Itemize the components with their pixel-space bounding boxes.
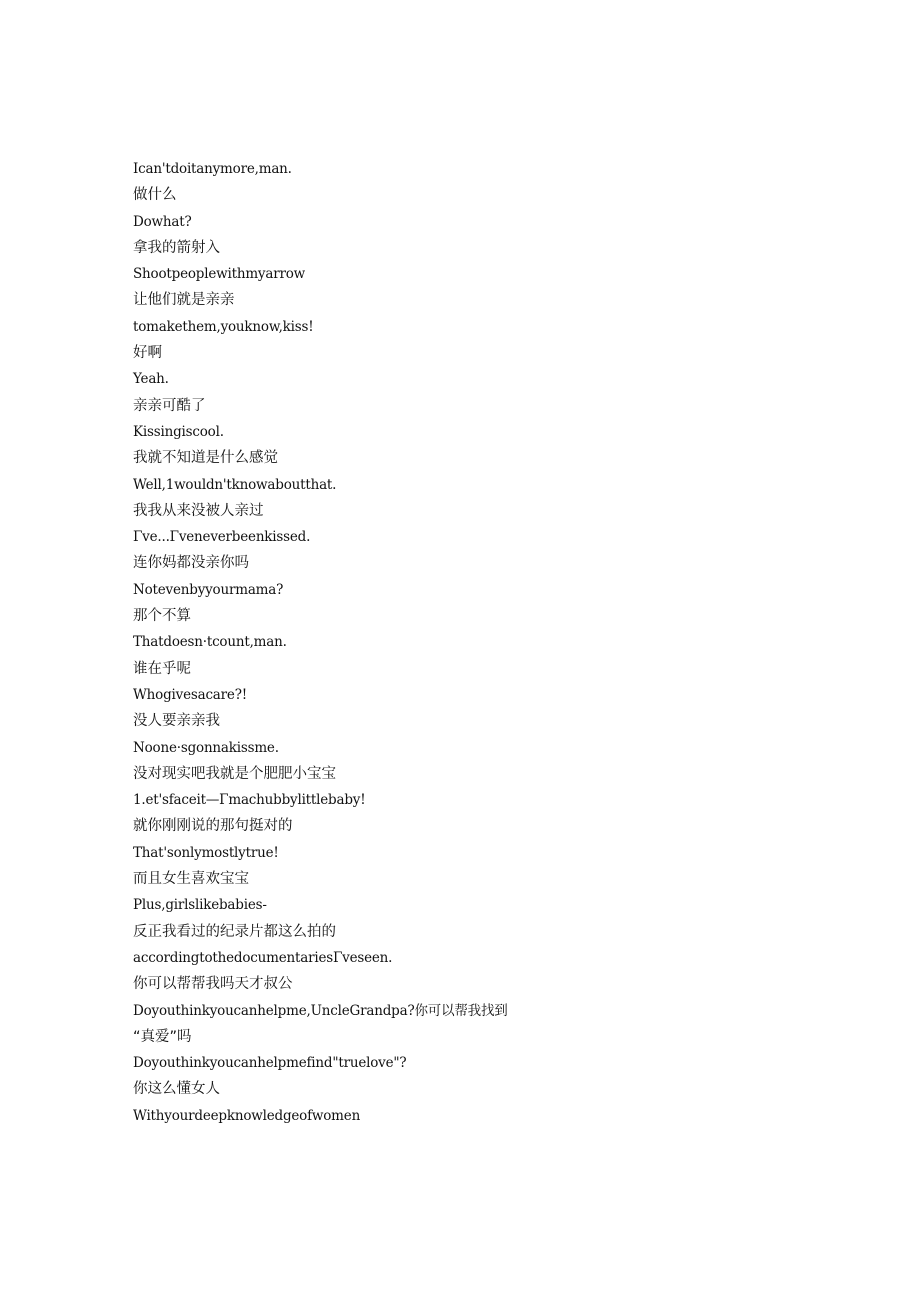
chinese-subtitle-line: 亲亲可酷了 <box>133 397 206 414</box>
english-subtitle-line: accordingtothedocumentariesΓveseen. <box>133 949 393 966</box>
english-subtitle-line: Plus,girlslikebabies- <box>133 897 267 914</box>
chinese-subtitle-line: 我就不知道是什么感觉 <box>133 450 278 467</box>
english-subtitle-line: That'sonlymostlytrue! <box>133 844 279 861</box>
chinese-subtitle-line: 而且女生喜欢宝宝 <box>133 871 249 888</box>
english-subtitle-line: Dowhat? <box>133 213 192 230</box>
chinese-subtitle-line: 做什么 <box>133 187 177 204</box>
english-subtitle-line: Ican'tdoitanymore,man. <box>133 161 292 177</box>
chinese-subtitle-line: 就你刚刚说的那句挺对的 <box>133 818 293 835</box>
english-subtitle-line: Thatdoesn·tcount,man. <box>133 634 287 651</box>
chinese-subtitle-line: 谁在乎呢 <box>133 660 191 677</box>
chinese-subtitle-line: 反正我看过的纪录片都这么拍的 <box>133 923 336 940</box>
english-subtitle-line: Whogivesacare?! <box>133 686 247 703</box>
chinese-subtitle-line: 拿我的箭射入 <box>133 239 220 256</box>
chinese-subtitle-line: 我我从来没被人亲过 <box>133 502 264 519</box>
english-subtitle-line: Yeah. <box>133 371 169 388</box>
chinese-subtitle-line: 你这么懂女人 <box>133 1081 220 1098</box>
chinese-subtitle-line: 没人要亲亲我 <box>133 713 220 730</box>
chinese-subtitle-line: “真爱”吗 <box>133 1028 192 1045</box>
transcript-lines <box>133 156 833 1129</box>
chinese-subtitle-line: 那个不算 <box>133 608 191 625</box>
chinese-subtitle-line: 你可以帮帮我吗天才叔公 <box>133 976 293 993</box>
chinese-subtitle-line: 连你妈都没亲你吗 <box>133 555 249 572</box>
english-subtitle-line: Γve...Γveneverbeenkissed. <box>133 529 311 546</box>
english-subtitle-line: Doyouthinkyoucanhelpmefind"truelove"? <box>133 1055 407 1072</box>
english-subtitle-line: tomakethem,youknow,kiss! <box>133 318 314 335</box>
english-subtitle-line: 1.et'sfaceit—Γmachubbylittlebaby! <box>133 792 366 809</box>
english-subtitle-line: Notevenbyyourmama? <box>133 581 284 598</box>
chinese-subtitle-line: 好啊 <box>133 345 162 362</box>
chinese-subtitle-line: 让他们就是亲亲 <box>133 292 235 309</box>
english-subtitle-line: Noone·sgonnakissme. <box>133 739 279 756</box>
english-subtitle-line: Well,1wouldn'tknowaboutthat. <box>133 476 337 493</box>
english-subtitle-line: Shootpeoplewithmyarrow <box>133 266 305 283</box>
english-subtitle-line: Kissingiscool. <box>133 423 224 440</box>
english-subtitle-line: Doyouthinkyoucanhelpme,UncleGrandpa?你可以帮我找到 <box>133 1002 508 1019</box>
english-subtitle-line: Withyourdeepknowledgeofwomen <box>133 1107 361 1124</box>
chinese-subtitle-line: 没对现实吧我就是个肥肥小宝宝 <box>133 765 336 782</box>
